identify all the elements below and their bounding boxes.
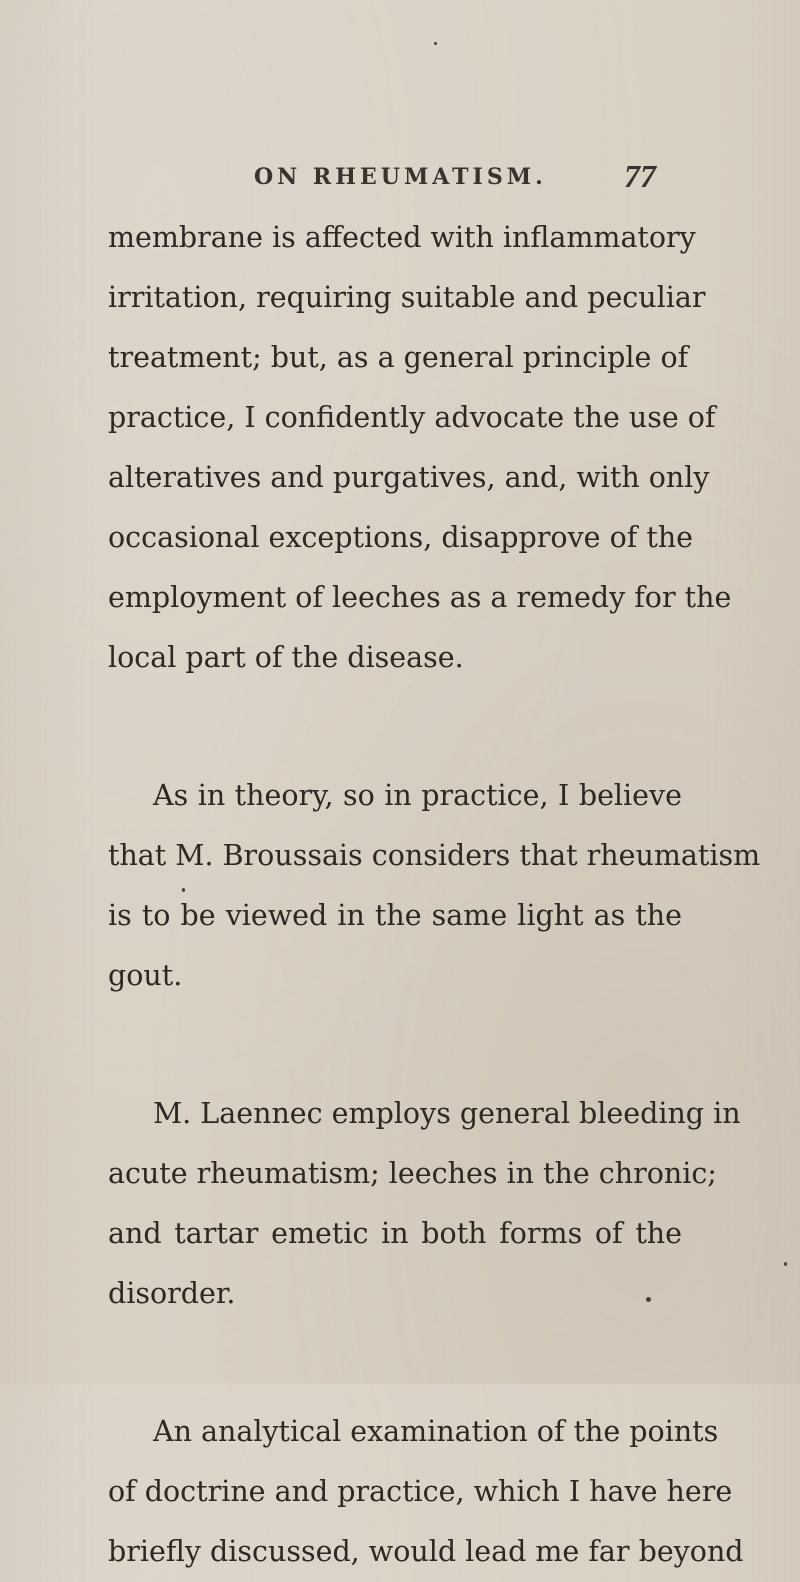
text-line: local part of the disease.: [108, 641, 464, 674]
text-line: employment of leeches as a remedy for the: [108, 581, 732, 614]
paragraph-gap: [108, 1324, 682, 1402]
running-head: [254, 160, 704, 200]
body-text: [108, 208, 761, 1582]
text-line: and tartar emetic in both forms of the: [108, 1217, 682, 1250]
paragraph-2: [108, 766, 761, 1006]
text-line: alteratives and purgatives, and, with only: [108, 461, 710, 494]
text-line: acute rheumatism; leeches in the chronic;: [108, 1157, 717, 1190]
text-line: occasional exceptions, disapprove of the: [108, 521, 694, 554]
text-line: treatment; but, as a general principle of: [108, 341, 689, 374]
paragraph-1: [108, 208, 732, 688]
text-line: irritation, requiring suitable and peculiar: [108, 281, 706, 314]
text-line: disorder.: [108, 1277, 236, 1310]
paper-speck: [434, 42, 437, 45]
text-line: of doctrine and practice, which I have here: [108, 1475, 733, 1508]
paragraph-gap: [108, 688, 682, 766]
paper-speck: [784, 1262, 787, 1266]
text-line: briefly discussed, would lead me far beyond: [108, 1535, 744, 1568]
paragraph-4: [108, 1402, 744, 1582]
page-number: 77: [624, 158, 656, 194]
text-line: gout.: [108, 959, 183, 992]
paper-speck: [646, 1297, 651, 1302]
running-title: ON RHEUMATISM.: [254, 164, 547, 190]
text-line: that M. Broussais considers that rheumatism: [108, 839, 761, 872]
paragraph-gap: [108, 1006, 682, 1084]
text-line: M. Laennec employs general bleeding in: [153, 1097, 741, 1130]
paragraph-3: [108, 1084, 741, 1324]
text-line: is to be viewed in the same light as the: [108, 899, 682, 932]
text-line: As in theory, so in practice, I believe: [153, 779, 682, 812]
text-line: membrane is affected with inflammatory: [108, 221, 696, 254]
paper-speck: [182, 888, 185, 892]
text-line: practice, I confidently advocate the use of: [108, 401, 716, 434]
text-line: An analytical examination of the points: [153, 1415, 719, 1448]
